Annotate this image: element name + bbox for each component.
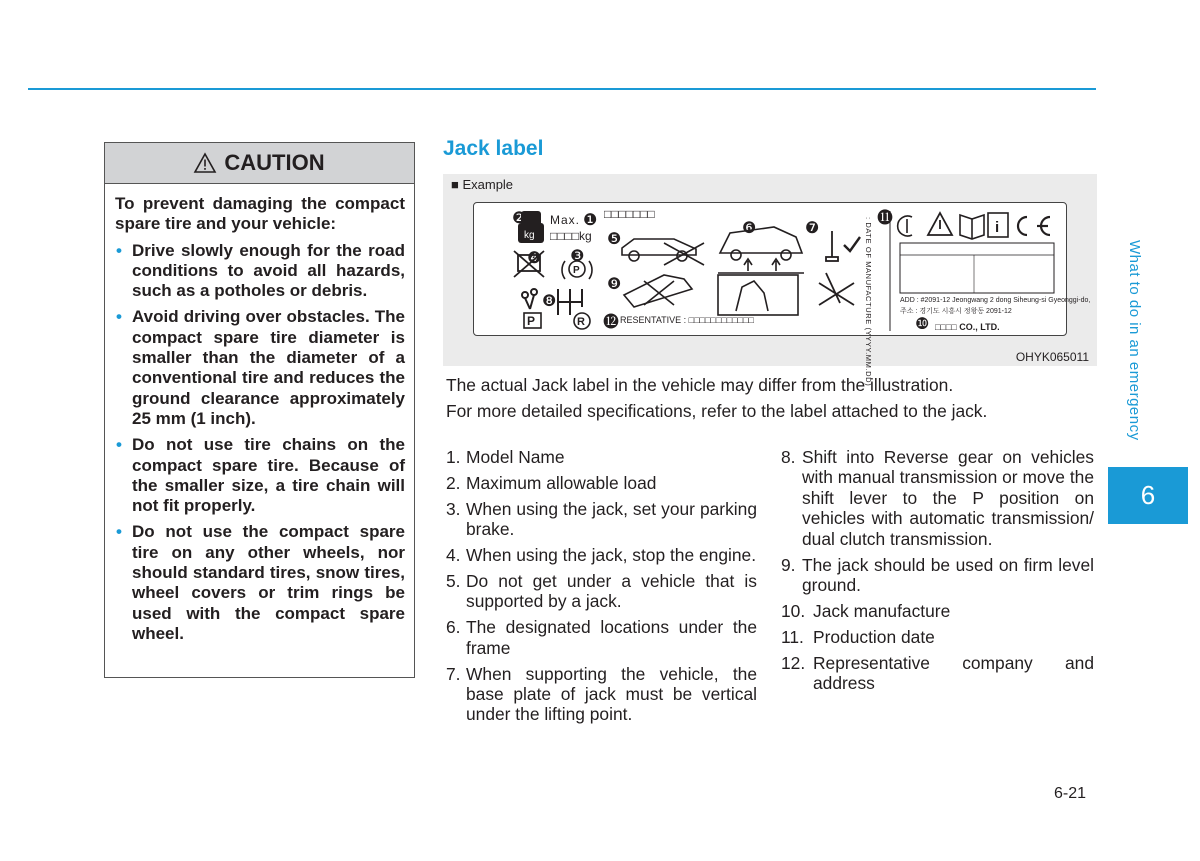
lifting-points-icon (718, 227, 804, 273)
marker-3: ❸ (570, 246, 585, 265)
model-boxes: □□□□□□□ (604, 207, 655, 221)
intro-text (446, 372, 1101, 424)
chapter-tab: 6 (1108, 467, 1188, 524)
person-under-car-icon (624, 275, 692, 307)
marker-2: ❷ (512, 208, 527, 227)
car-on-jack-icon (622, 239, 704, 265)
marker-5: ❺ (607, 229, 622, 248)
list-item: 8. Shift into Reverse gear on vehicles with manual transmission or move the shift lever to the P position on vehicles with automatic transmission/ dual clutch transmission. (781, 447, 1094, 549)
marker-6: ❻ (742, 218, 757, 237)
caution-bullet: • Avoid driving over obstacles. The compact spare tire diameter is smaller than the diameter of a conventional tire and reduces the ground clearance approximately 25 mm (1 inch). (116, 307, 405, 428)
list-item: 11. Production date (781, 626, 935, 647)
park-box-text: P (527, 314, 536, 328)
bullet-dot-icon: • (116, 522, 122, 542)
no-engine-icon (514, 251, 544, 277)
manual-book-icon (960, 215, 984, 239)
list-item: 9. The jack should be used on firm level ground. (781, 554, 1094, 595)
parking-p-text: P (573, 265, 580, 276)
ce-mark-icon (1018, 217, 1050, 235)
caution-bullet: • Do not use tire chains on the compact spare tire. Because of the smaller size, a tire chain will not fit properly. (116, 435, 405, 516)
caution-body (105, 184, 414, 644)
jack-ground-icon (718, 275, 798, 315)
max-text: Max. (550, 213, 581, 227)
marker-8: ❽ (542, 291, 557, 310)
marker-12: ⓬ (603, 312, 620, 331)
kc-mark-icon (898, 216, 912, 236)
representative-text: RESENTATIVE : □□□□□□□□□□□□ (620, 315, 754, 325)
info-table (900, 243, 1054, 293)
caution-bullet: • Do not use the compact spare tire on any other wheels, nor should standard tires, snow tires, wheel covers or trim rings be used with the compact spare wheel. (116, 522, 405, 643)
page-number: 6-21 (1054, 785, 1087, 802)
address-kr-text: 주소 : 경기도 시흥시 정왕동 2091-12 (900, 308, 1012, 315)
numbered-list-right (781, 447, 1094, 699)
bullet-dot-icon: • (116, 435, 122, 455)
list-item: 6. The designated locations under the frame (446, 617, 757, 658)
list-item: 7. When supporting the vehicle, the base plate of jack must be vertical under the lifting point. (446, 663, 757, 725)
section-title: Jack label (443, 137, 544, 160)
jack-tilted-icon (819, 273, 854, 305)
kg-text: kg (524, 230, 535, 241)
numbered-list-left (446, 447, 757, 730)
marker-1: ❶ (583, 210, 598, 229)
warning-icon (928, 213, 952, 235)
list-item: 12. Representative company and address (781, 652, 1094, 694)
marker-9: ❾ (607, 274, 622, 293)
reverse-text: R (577, 316, 585, 328)
list-item: 1. Model Name (446, 447, 565, 467)
caution-intro: To prevent damaging the compact spare tire and your vehicle: (115, 194, 405, 234)
bullet-dot-icon: • (116, 307, 122, 327)
list-item: 10. Jack manufacture (781, 600, 951, 621)
warning-triangle-icon (194, 153, 216, 173)
header-rule (28, 88, 1096, 90)
example-label: ■ Example (451, 177, 514, 192)
info-i-glyph: i (995, 219, 1000, 236)
marker-4: ❹ (527, 248, 542, 267)
intro-line: The actual Jack label in the vehicle may differ from the illustration. (446, 375, 954, 395)
caution-title: CAUTION (224, 150, 325, 175)
chapter-side-title: What to do in an emergency (1126, 240, 1143, 441)
caution-box (104, 142, 415, 678)
company-text: □□□□ CO., LTD. (935, 322, 1000, 332)
list-item: 2. Maximum allowable load (446, 472, 657, 493)
address-text: ADD : #2091-12 Jeongwang 2 dong Siheung-si Gyeonggi-do, (900, 297, 1091, 304)
list-item: 4. When using the jack, stop the engine. (446, 545, 757, 566)
list-item: 5. Do not get under a vehicle that is supported by a jack. (446, 571, 757, 612)
figure-code: OHYK065011 (1015, 350, 1089, 364)
bullet-dot-icon: • (116, 240, 122, 260)
intro-line: For more detailed specifications, refer to the label attached to the jack. (446, 401, 988, 421)
caution-header (105, 143, 414, 184)
marker-10: ❿ (915, 314, 930, 333)
marker-7: ❼ (805, 218, 820, 237)
kg-value: □□□□kg (550, 229, 592, 243)
list-item: 3. When using the jack, set your parking brake. (446, 498, 757, 540)
date-manufacture-text: : DATE OF MANUFACTURE (YYYY.MM.DD) (864, 217, 873, 387)
marker-11: ⓫ (877, 208, 894, 227)
jack-vertical-icon (826, 231, 860, 261)
caution-bullet: • Drive slowly enough for the road conditions to avoid all hazards, such as a potholes or debris. (116, 240, 405, 301)
caution-bullet-list (115, 241, 405, 645)
